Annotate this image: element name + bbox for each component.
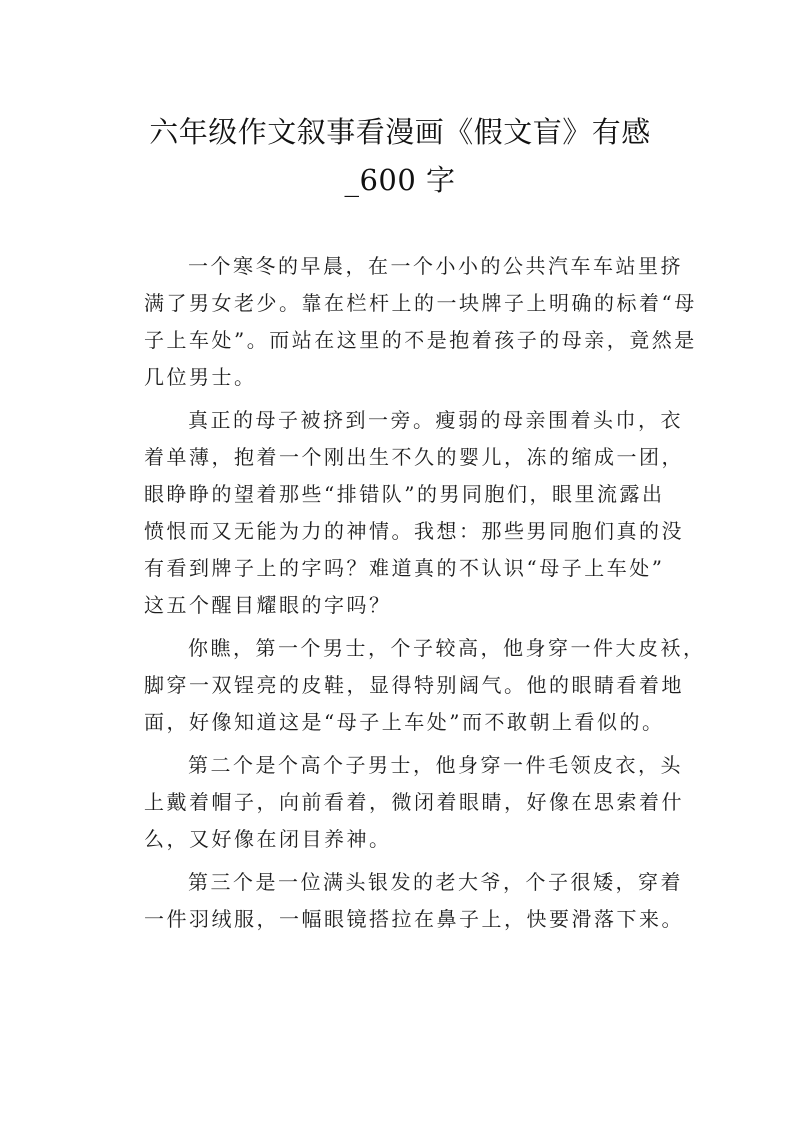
- paragraph-line: 面，好像知道这是“母子上车处”而不敢朝上看似的。: [144, 710, 665, 734]
- paragraph-line: 眼睁睁的望着那些“排错队”的男同胞们，眼里流露出: [144, 482, 665, 506]
- paragraph-line: 这五个醒目耀眼的字吗？: [144, 593, 392, 617]
- paragraph-line: 么，又好像在闭目养神。: [144, 827, 392, 851]
- paragraph-line: 有看到牌子上的字吗？难道真的不认识“母子上车处”: [144, 556, 665, 580]
- title-line-2: _600 字: [344, 163, 456, 197]
- paragraph-line: 第二个是个高个子男士，他身穿一件毛领皮衣，头: [188, 753, 683, 777]
- paragraph-line: 着单薄，抱着一个刚出生不久的婴儿，冻的缩成一团，: [144, 445, 684, 469]
- paragraph-line: 几位男士。: [144, 365, 257, 389]
- paragraph-line: 一个寒冬的早晨，在一个小小的公共汽车车站里挤: [188, 254, 683, 278]
- paragraph-line: 子上车处”。而站在这里的不是抱着孩子的母亲，竟然是: [144, 328, 697, 352]
- paragraph-5: [144, 864, 684, 938]
- paragraph-2: [144, 402, 684, 624]
- paragraph-line: 第三个是一位满头银发的老大爷，个子很矮，穿着: [188, 870, 683, 894]
- paragraph-3: [144, 630, 706, 741]
- paragraph-line: 脚穿一双锃亮的皮鞋，显得特别阔气。他的眼睛看着地: [144, 673, 684, 697]
- paragraph-line: 满了男女老少。靠在栏杆上的一块牌子上明确的标着“母: [144, 291, 697, 315]
- document-title: [120, 108, 680, 204]
- paragraph-1: [144, 248, 697, 396]
- paragraph-line: 一件羽绒服，一幅眼镜搭拉在鼻子上，快要滑落下来。: [144, 907, 684, 931]
- paragraph-line: 上戴着帽子，向前看着，微闭着眼睛，好像在思索着什: [144, 790, 684, 814]
- paragraph-line: 真正的母子被挤到一旁。瘦弱的母亲围着头巾，衣: [188, 408, 683, 432]
- paragraph-4: [144, 747, 684, 858]
- document-body: [144, 248, 706, 944]
- title-line-1: 六年级作文叙事看漫画《假文盲》有感: [149, 115, 651, 149]
- paragraph-line: 愤恨而又无能为力的神情。我想：那些男同胞们真的没: [144, 519, 684, 543]
- paragraph-line: 你瞧，第一个男士，个子较高，他身穿一件大皮袄，: [188, 636, 706, 660]
